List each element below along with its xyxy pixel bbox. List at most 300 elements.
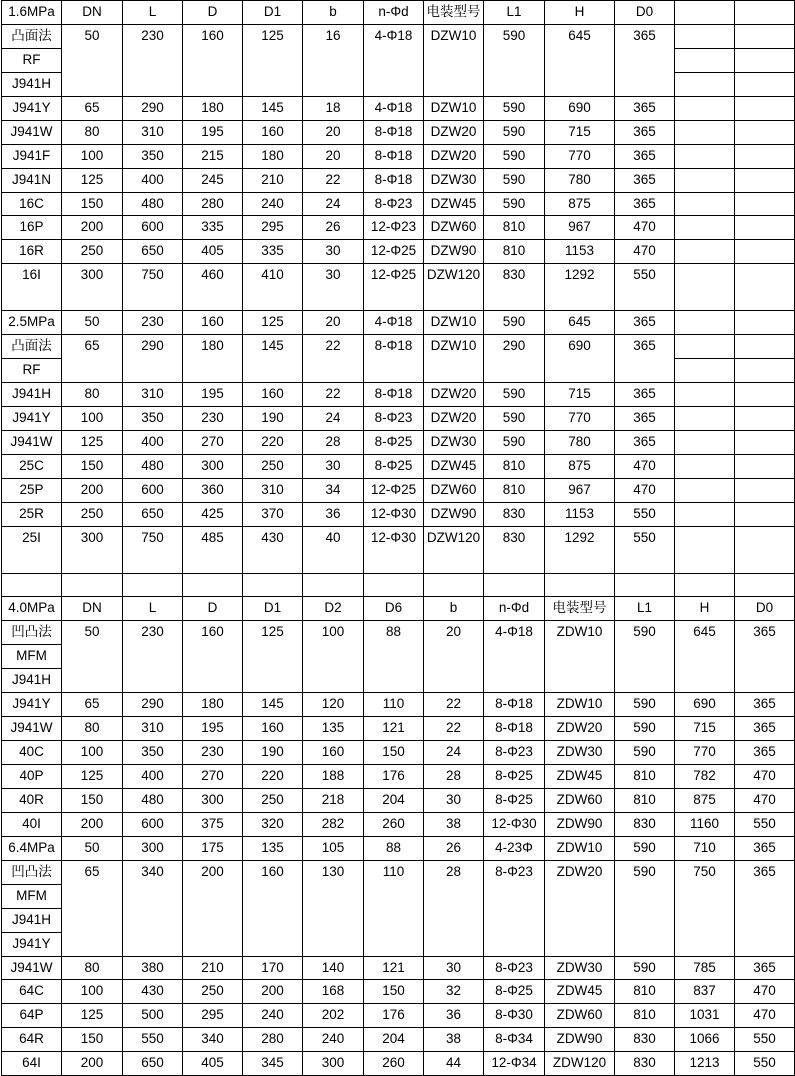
table-cell: 176 [364,765,424,789]
table-cell: DZW20 [424,120,484,144]
table-cell: D2 [303,597,364,621]
table-cell: 20 [303,311,364,335]
table-cell: 250 [243,788,303,812]
table-cell: 220 [243,430,303,454]
table-cell: 204 [364,1028,424,1052]
table-cell: 1153 [545,502,615,526]
table-cell: 365 [735,956,795,980]
table-cell: 202 [303,1004,364,1028]
table-cell: 650 [123,1052,183,1076]
table-cell: 1066 [675,1028,735,1052]
row-label-cell: 40P [2,765,62,789]
table-cell: 150 [62,192,123,216]
table-cell: 782 [675,765,735,789]
row-label-cell: 16C [2,192,62,216]
table-cell: 150 [364,980,424,1004]
table-cell: 160 [303,741,364,765]
table-cell [675,383,735,407]
row-label-cell: J941W [2,120,62,144]
table-cell: 405 [183,240,243,264]
table-cell: 8-Φ23 [484,956,545,980]
table-cell: 8-Φ23 [484,741,545,765]
table-cell: 12-Φ23 [364,216,424,240]
table-row [2,311,795,335]
table-cell: 875 [545,454,615,478]
table-cell: 160 [243,383,303,407]
table-cell: 365 [735,621,795,693]
table-cell: 12-Φ30 [484,812,545,836]
table-cell: 810 [615,788,675,812]
table-row [2,192,795,216]
table-cell: 350 [123,741,183,765]
table-cell: 200 [62,478,123,502]
table-cell: 200 [243,980,303,1004]
table-cell: DN [62,1,123,25]
table-cell [675,454,735,478]
table-cell [735,96,795,120]
table-cell: 125 [62,430,123,454]
table-cell: H [545,1,615,25]
table-cell: 150 [364,741,424,765]
table-cell: 1292 [545,264,615,311]
table-cell: 365 [735,836,795,860]
table-cell: DZW60 [424,478,484,502]
table-cell: 400 [123,430,183,454]
row-label-cell: 25C [2,454,62,478]
table-cell: 200 [62,812,123,836]
table-cell: 480 [123,454,183,478]
table-row [2,526,795,573]
table-row [2,478,795,502]
table-cell: 4-Φ18 [364,24,424,96]
table-cell: 150 [62,788,123,812]
table-cell: 188 [303,765,364,789]
row-label-cell: 凸面法 [2,24,62,48]
table-cell: 470 [735,1004,795,1028]
table-cell: 365 [615,120,675,144]
table-cell [735,24,795,48]
table-cell: 310 [123,383,183,407]
row-label-cell: J941Y [2,932,62,956]
table-cell [735,573,795,597]
table-cell: 365 [615,383,675,407]
table-cell: 590 [484,383,545,407]
table-cell: D0 [735,597,795,621]
table-cell: 300 [123,836,183,860]
table-cell: 250 [62,502,123,526]
table-cell [735,526,795,573]
table-cell: 50 [62,621,123,693]
table-cell [735,264,795,311]
table-cell: 168 [303,980,364,1004]
row-label-cell: 16R [2,240,62,264]
table-cell [675,24,735,48]
table-cell: 250 [62,240,123,264]
table-row [2,264,795,311]
table-row [2,573,795,597]
table-cell: 34 [303,478,364,502]
table-row [2,812,795,836]
table-cell: 50 [62,24,123,96]
table-cell: 400 [123,765,183,789]
table-cell: 24 [303,192,364,216]
table-cell: 282 [303,812,364,836]
table-cell [123,573,183,597]
table-cell [675,192,735,216]
table-cell: 335 [243,240,303,264]
table-cell: DZW10 [424,96,484,120]
table-cell: 365 [615,335,675,383]
table-cell: ZDW30 [545,741,615,765]
table-row [2,597,795,621]
table-cell: 125 [62,1004,123,1028]
table-cell: 20 [303,144,364,168]
table-cell: 365 [615,144,675,168]
table-cell [183,573,243,597]
table-cell: DZW30 [424,168,484,192]
table-cell: 830 [615,1052,675,1076]
table-cell: 50 [62,836,123,860]
table-cell [735,311,795,335]
table-cell: 210 [243,168,303,192]
table-cell: n-Φd [364,1,424,25]
table-cell: DZW20 [424,144,484,168]
table-cell: 365 [615,192,675,216]
table-cell: 8-Φ18 [364,120,424,144]
table-cell [735,406,795,430]
table-cell: 345 [243,1052,303,1076]
row-label-cell: 64I [2,1052,62,1076]
row-label-cell: 25I [2,526,62,573]
table-row [2,717,795,741]
table-cell: 290 [123,335,183,383]
row-label-cell: J941Y [2,693,62,717]
table-cell: 550 [735,1052,795,1076]
table-cell: 290 [123,96,183,120]
table-cell: 830 [484,264,545,311]
table-row [2,430,795,454]
table-cell [675,216,735,240]
table-cell [735,72,795,96]
table-cell: 121 [364,956,424,980]
table-cell: 470 [735,980,795,1004]
table-row [2,1,795,25]
table-cell: 80 [62,956,123,980]
table-cell: 28 [303,430,364,454]
table-cell: 600 [123,478,183,502]
row-label-cell: 16P [2,216,62,240]
table-cell: 180 [183,335,243,383]
table-cell: 280 [243,1028,303,1052]
table-cell [364,573,424,597]
table-cell [675,240,735,264]
table-cell: 160 [243,717,303,741]
table-cell: 650 [123,240,183,264]
row-label-cell: 16I [2,264,62,311]
table-row [2,502,795,526]
table-row [2,1004,795,1028]
table-cell: 365 [615,430,675,454]
table-cell: 200 [62,1052,123,1076]
table-cell: 12-Φ25 [364,240,424,264]
table-cell: 8-Φ23 [364,406,424,430]
table-cell: 550 [615,264,675,311]
table-cell: 44 [424,1052,484,1076]
table-cell [243,573,303,597]
table-cell: D0 [615,1,675,25]
table-row [2,120,795,144]
table-cell: 200 [62,216,123,240]
table-cell: 590 [484,192,545,216]
table-cell: 36 [303,502,364,526]
table-cell: ZDW90 [545,1028,615,1052]
table-cell: 290 [123,693,183,717]
table-cell [675,335,735,359]
table-cell: 36 [424,1004,484,1028]
table-cell: 590 [484,144,545,168]
table-cell [675,311,735,335]
table-cell: 8-Φ18 [364,144,424,168]
table-cell: 190 [243,406,303,430]
table-cell: 12-Φ30 [364,502,424,526]
table-cell: 100 [62,406,123,430]
table-cell: 150 [62,454,123,478]
table-cell: H [675,597,735,621]
table-cell: 340 [183,1028,243,1052]
table-cell: 750 [123,526,183,573]
table-cell: 370 [243,502,303,526]
table-cell: 180 [183,693,243,717]
table-cell [675,478,735,502]
table-cell: 810 [484,478,545,502]
table-cell: 125 [62,168,123,192]
table-row [2,406,795,430]
table-cell [675,1,735,25]
table-cell: ZDW10 [545,621,615,693]
table-cell: 250 [243,454,303,478]
row-label-cell: J941N [2,168,62,192]
table-cell: 215 [183,144,243,168]
table-cell: 295 [243,216,303,240]
table-cell: 200 [183,860,243,956]
table-cell: 20 [303,120,364,144]
table-cell: 715 [545,383,615,407]
table-cell: 160 [183,311,243,335]
row-label-cell: 凸面法 [2,335,62,359]
table-cell: ZDW20 [545,860,615,956]
table-cell: 300 [62,264,123,311]
table-cell: 590 [484,168,545,192]
table-cell: 26 [303,216,364,240]
table-row [2,860,795,884]
table-cell [675,72,735,96]
table-cell [735,359,795,383]
table-cell: 1213 [675,1052,735,1076]
table-cell: 645 [545,24,615,96]
table-cell: L1 [615,597,675,621]
table-cell: 38 [424,812,484,836]
table-cell: b [424,597,484,621]
table-cell: ZDW60 [545,788,615,812]
table-cell: 50 [62,311,123,335]
table-cell: DZW20 [424,383,484,407]
table-cell: 750 [123,264,183,311]
table-cell: DZW120 [424,264,484,311]
table-cell: 967 [545,216,615,240]
table-cell [735,120,795,144]
table-cell: 830 [615,812,675,836]
table-row [2,335,795,359]
table-cell: 30 [303,454,364,478]
table-cell: 100 [62,741,123,765]
table-cell: 26 [424,836,484,860]
table-cell: 810 [484,454,545,478]
table-cell [675,526,735,573]
table-cell: n-Φd [484,597,545,621]
table-cell: 810 [484,216,545,240]
table-cell: 335 [183,216,243,240]
table-cell: 135 [243,836,303,860]
table-cell: ZDW90 [545,812,615,836]
row-label-cell: 凹凸法 [2,621,62,645]
table-cell: 245 [183,168,243,192]
table-cell: 8-Φ30 [484,1004,545,1028]
table-cell: 750 [675,860,735,956]
table-cell: 150 [62,1028,123,1052]
table-cell: DZW30 [424,430,484,454]
table-cell: 230 [183,406,243,430]
table-cell: 550 [615,502,675,526]
table-cell: 230 [123,621,183,693]
row-label-cell: J941W [2,717,62,741]
table-cell: 365 [615,311,675,335]
row-label-cell: 25P [2,478,62,502]
table-cell: 30 [303,240,364,264]
row-label-cell: 6.4MPa [2,836,62,860]
table-cell: 485 [183,526,243,573]
row-label-cell: J941Y [2,406,62,430]
table-cell [735,216,795,240]
table-cell: 176 [364,1004,424,1028]
table-row [2,454,795,478]
table-cell: 590 [484,24,545,96]
table-cell: b [303,1,364,25]
table-cell: 280 [183,192,243,216]
table-cell: 20 [424,621,484,693]
table-cell [62,573,123,597]
table-cell: 470 [735,765,795,789]
table-row [2,788,795,812]
table-cell: 590 [615,741,675,765]
table-cell: 电装型号 [545,597,615,621]
row-label-cell: 1.6MPa [2,1,62,25]
table-cell: 470 [735,788,795,812]
table-cell: 690 [545,96,615,120]
table-cell [735,502,795,526]
table-cell: 30 [424,956,484,980]
table-cell: 290 [484,335,545,383]
table-cell: 480 [123,788,183,812]
table-cell: 600 [123,812,183,836]
table-cell: 590 [484,96,545,120]
table-cell: 160 [243,120,303,144]
table-cell: 125 [243,24,303,96]
table-cell: 400 [123,168,183,192]
table-cell [735,478,795,502]
table-cell [675,168,735,192]
table-cell: 380 [123,956,183,980]
table-cell: 1031 [675,1004,735,1028]
table-cell: 967 [545,478,615,502]
table-cell: 360 [183,478,243,502]
table-cell: 230 [123,311,183,335]
row-label-cell: J941Y [2,96,62,120]
table-row [2,168,795,192]
table-cell: 550 [123,1028,183,1052]
table-cell: 365 [735,860,795,956]
table-cell: ZDW10 [545,693,615,717]
table-cell: 770 [545,406,615,430]
table-cell: 65 [62,860,123,956]
table-cell: 160 [183,24,243,96]
table-cell: 240 [243,192,303,216]
table-cell: 550 [735,1028,795,1052]
table-cell: 590 [484,406,545,430]
table-cell: 8-Φ18 [484,717,545,741]
table-cell: 320 [243,812,303,836]
table-cell: 22 [424,693,484,717]
table-cell: 1292 [545,526,615,573]
table-row [2,383,795,407]
table-cell: 810 [615,765,675,789]
table-cell: 140 [303,956,364,980]
table-cell: 365 [615,96,675,120]
table-cell: 550 [615,526,675,573]
table-cell: DZW10 [424,24,484,96]
table-cell: 195 [183,717,243,741]
table-row [2,144,795,168]
table-cell: DZW60 [424,216,484,240]
table-cell: 160 [243,860,303,956]
table-cell: 1153 [545,240,615,264]
table-cell: 100 [303,621,364,693]
table-cell: 425 [183,502,243,526]
table-cell: 30 [424,788,484,812]
spec-table-body [2,1,795,1076]
table-row [2,956,795,980]
table-cell: 480 [123,192,183,216]
table-cell: 28 [424,765,484,789]
table-cell: 8-Φ23 [364,192,424,216]
table-cell: 4-Φ18 [364,96,424,120]
table-cell: 590 [615,956,675,980]
table-cell: 310 [123,120,183,144]
table-cell: 210 [183,956,243,980]
table-row [2,741,795,765]
table-cell: 470 [615,454,675,478]
row-label-cell: J941H [2,383,62,407]
table-cell: 110 [364,693,424,717]
table-cell: 12-Φ30 [364,526,424,573]
table-row [2,765,795,789]
row-label-cell [2,573,62,597]
table-cell [675,359,735,383]
table-cell: 310 [123,717,183,741]
table-cell: 310 [243,478,303,502]
table-cell: 875 [545,192,615,216]
table-cell: 65 [62,693,123,717]
table-cell: ZDW10 [545,836,615,860]
